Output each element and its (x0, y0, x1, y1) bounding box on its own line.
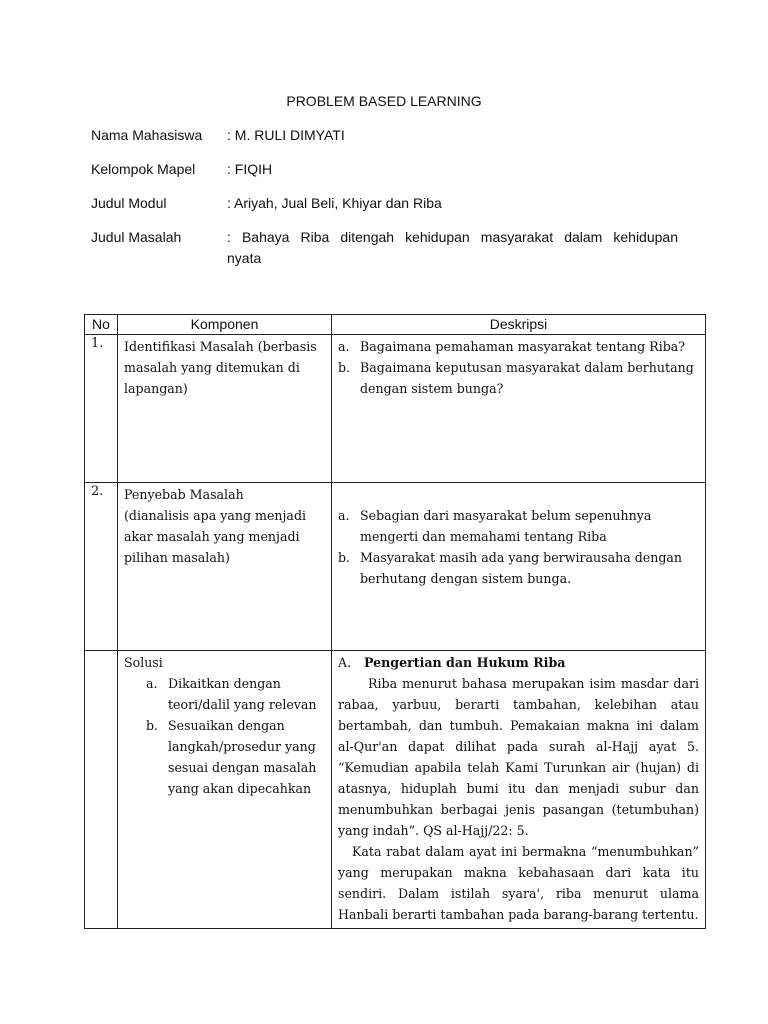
table-header-row (85, 315, 706, 335)
table-row (85, 651, 706, 929)
list-item-line: yang akan dipecahkan (168, 781, 312, 796)
row3-no (85, 651, 118, 929)
row2-komponen-line: Penyebab Masalah (124, 487, 244, 502)
kelompok-label: Kelompok Mapel (91, 161, 196, 177)
list-item-line: berhutang dengan sistem bunga. (360, 571, 572, 586)
row1-komponen-line: lapangan) (124, 381, 188, 396)
row3-komponen (118, 651, 332, 929)
paragraph-line: Hanbali berarti tambahan pada barang-barang tertentu. (338, 907, 699, 922)
list-marker: a. (338, 339, 350, 354)
modul-value: : Ariyah, Jual Beli, Khiyar dan Riba (227, 195, 442, 211)
list-marker: b. (146, 718, 159, 733)
row2-deskripsi (332, 483, 706, 651)
list-item-line: sesuai dengan masalah (168, 760, 317, 775)
list-item-line: Bagaimana keputusan masyarakat dalam berhutang (360, 360, 694, 375)
section-title: Pengertian dan Hukum Riba (364, 655, 566, 670)
table-row (85, 483, 706, 651)
list-marker: a. (338, 508, 350, 523)
section-heading (338, 652, 699, 673)
list-item (338, 336, 699, 357)
paragraph-2 (338, 841, 699, 925)
list-item-line: mengerti dan memahami tentang Riba (360, 529, 607, 544)
paragraph-line: al-Qur'an dapat dilihat pada surah al-Hajj ayat 5. (338, 739, 699, 754)
list-item-line: Sesuaikan dengan (168, 718, 285, 733)
paragraph-line: sendiri. Dalam istilah syara', riba menurut ulama (338, 886, 699, 901)
masalah-value (227, 227, 678, 269)
list-item-line: Masyarakat masih ada yang berwirausaha dengan (360, 550, 683, 565)
masalah-value-line-2: nyata (227, 250, 262, 266)
header-deskripsi: Deskripsi (332, 315, 706, 335)
list-marker: b. (338, 360, 351, 375)
header-no: No (85, 315, 118, 335)
row1-deskripsi (332, 335, 706, 483)
list-item-line: teori/dalil yang relevan (168, 697, 317, 712)
list-item (146, 715, 326, 799)
row2-komponen-line: (dianalisis apa yang menjadi (124, 508, 307, 523)
list-item-line: Bagaimana pemahaman masyarakat tentang Riba? (360, 339, 686, 354)
row1-komponen (118, 335, 332, 483)
row3-deskripsi (332, 651, 706, 929)
list-item-line: Sebagian dari masyarakat belum sepenuhnya (360, 508, 652, 523)
header-komponen: Komponen (118, 315, 332, 335)
list-item-line: langkah/prosedur yang (168, 739, 316, 754)
list-marker: b. (338, 550, 351, 565)
paragraph-1 (338, 673, 699, 841)
list-marker: a. (146, 676, 158, 691)
page-title: PROBLEM BASED LEARNING (286, 93, 482, 109)
paragraph-line: rabaa, yarbuu, berarti tambahan, kelebihan atau (338, 697, 699, 712)
list-item (338, 547, 699, 589)
row2-komponen (118, 483, 332, 651)
list-item-line: Dikaitkan dengan (168, 676, 281, 691)
paragraph-line: atasnya, hiduplah bumi itu dan menjadi subur dan (338, 781, 699, 796)
paragraph-line: yang merupakan makna kebahasaan dari kata itu (338, 865, 699, 880)
masalah-label: Judul Masalah (91, 229, 182, 245)
solusi-title: Solusi (124, 655, 163, 670)
list-item (338, 357, 699, 399)
row1-no: 1. (85, 335, 118, 483)
list-item-line: dengan sistem bunga? (360, 381, 504, 396)
nama-label: Nama Mahasiswa (91, 127, 203, 143)
list-item (338, 505, 699, 547)
row1-komponen-line: Identifikasi Masalah (berbasis (124, 339, 317, 354)
section-marker: A. (338, 655, 352, 670)
row2-komponen-line: pilihan masalah) (124, 550, 230, 565)
paragraph-line: bertambah, dan tumbuh. Pemakaian makna ini dalam (338, 718, 699, 733)
kelompok-value: : FIQIH (227, 161, 273, 177)
table-row (85, 335, 706, 483)
paragraph-line: Kata rabat dalam ayat ini bermakna “menumbuhkan” (352, 844, 699, 859)
row1-komponen-line: masalah yang ditemukan di (124, 360, 300, 375)
paragraph-line: Riba menurut bahasa merupakan isim masdar dari (368, 676, 699, 691)
masalah-value-line-1: : Bahaya Riba ditengah kehidupan masyarakat dalam kehidupan (227, 229, 678, 245)
row2-komponen-line: akar masalah yang menjadi (124, 529, 300, 544)
paragraph-line: yang indah”. QS al-Hajj/22: 5. (338, 823, 529, 838)
list-item (146, 673, 326, 715)
nama-value: : M. RULI DIMYATI (227, 127, 345, 143)
paragraph-line: menumbuhkan berbagai jenis pasangan (tetumbuhan) (338, 802, 699, 817)
paragraph-line: “Kemudian apabila telah Kami Turunkan air (hujan) di (338, 760, 699, 775)
pbl-table (84, 314, 706, 929)
modul-label: Judul Modul (91, 195, 167, 211)
row2-no: 2. (85, 483, 118, 651)
